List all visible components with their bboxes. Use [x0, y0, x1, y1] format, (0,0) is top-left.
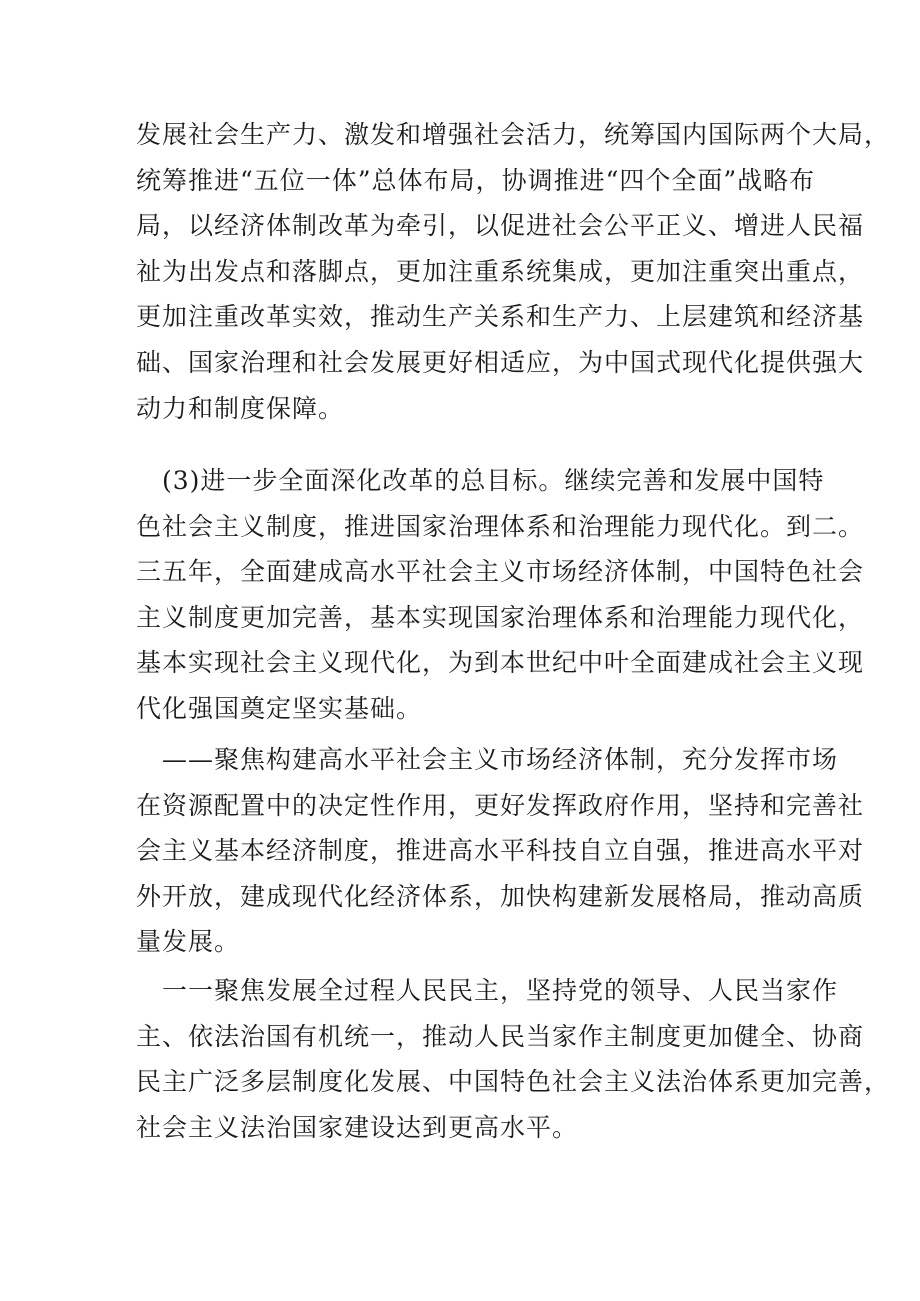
text-line: 民主广泛多层制度化发展、中国特色社会主义法治体系更加完善， [136, 1067, 891, 1097]
paragraph-4 [136, 968, 891, 1150]
text-line: 局，以经济体制改革为牵引，以促进社会公平正义、增进人民福 [136, 211, 865, 241]
text-line: 外开放，建成现代化经济体系，加快构建新发展格局，推动高质 [136, 881, 865, 911]
text-line: 色社会主义制度，推进国家治理体系和治理能力现代化。到二。 [136, 511, 865, 541]
text-line: 代化强国奠定坚实基础。 [136, 693, 423, 723]
text-line: 础、国家治理和社会发展更好相适应，为中国式现代化提供强大 [136, 347, 865, 377]
text-line: ——聚焦构建高水平社会主义市场经济体制，充分发挥市场 [136, 745, 839, 774]
paragraph-1 [136, 112, 891, 431]
text-line: 发展社会生产力、激发和增强社会活力，统筹国内国际两个大局， [136, 120, 891, 149]
text-line: 社会主义法治国家建设达到更高水平。 [136, 1112, 579, 1142]
text-line: 主、依法治国有机统一，推动人民当家作主制度更加健全、协商 [136, 1021, 865, 1051]
text-line: 在资源配置中的决定性作用，更好发挥政府作用，坚持和完善社 [136, 790, 865, 820]
text-line: (3)进一步全面深化改革的总目标。继续完善和发展中国特 [136, 466, 825, 495]
paragraph-3 [136, 737, 865, 965]
text-line: 主义制度更加完善，基本实现国家治理体系和治理能力现代化， [136, 602, 865, 632]
text-line: 三五年，全面建成高水平社会主义市场经济体制，中国特色社会 [136, 557, 865, 587]
text-line: 动力和制度保障。 [136, 393, 345, 423]
text-line: 统筹推进“五位一体”总体布局，协调推进“四个全面”战略布 [136, 165, 816, 195]
text-line: 会主义基本经济制度，推进高水平科技自立自强，推进高水平对 [136, 836, 865, 866]
paragraph-2 [136, 458, 865, 732]
text-line: 一一聚焦发展全过程人民民主，坚持党的领导、人民当家作 [136, 976, 839, 1005]
text-line: 祉为出发点和落脚点，更加注重系统集成，更加注重突出重点， [136, 256, 865, 286]
text-line: 量发展。 [136, 927, 241, 957]
text-line: 基本实现社会主义现代化，为到本世纪中叶全面建成社会主义现 [136, 648, 865, 678]
text-line: 更加注重改革实效，推动生产关系和生产力、上层建筑和经济基 [136, 302, 865, 332]
